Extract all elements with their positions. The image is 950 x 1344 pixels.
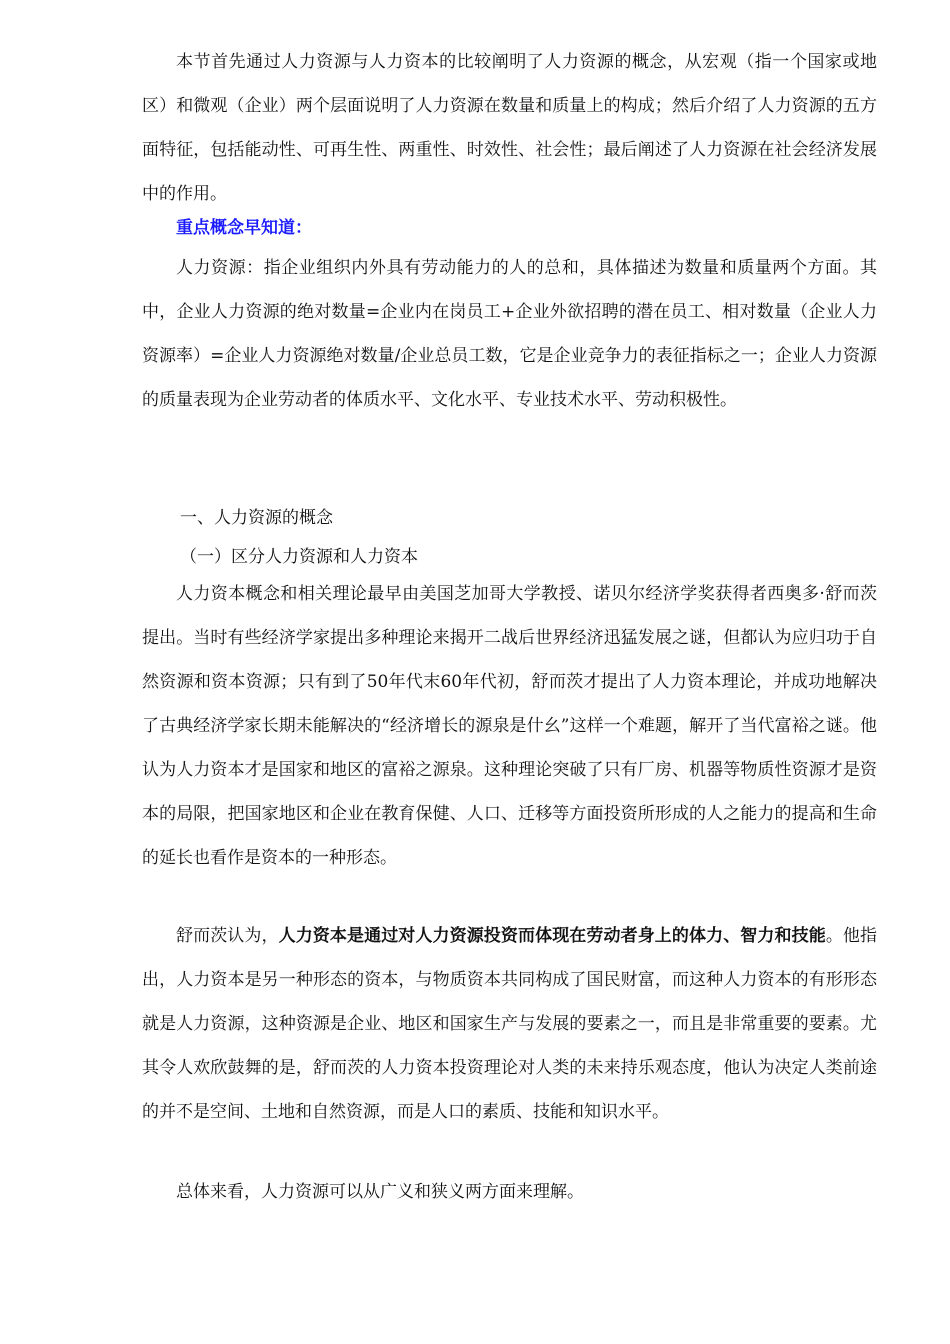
- human-capital-paragraph: 人力资本概念和相关理论最早由美国芝加哥大学教授、诺贝尔经济学奖获得者西奥多·舒而茨提出。当时有些经济学家提出多种理论来揭开二战后世界经济迅猛发展之谜，但都认为应归功于自然资源和资本资源；只有到了50年代末60年代初，舒而茨才提出了人力资本理论，并成功地解决了古典经济学家长期未能解决的“经济增长的源泉是什幺”这样一个难题，解开了当代富裕之谜。他认为人力资本才是国家和地区的富裕之源泉。这种理论突破了只有厂房、机器等物质性资源才是资本的局限，把国家地区和企业在教育保健、人口、迁移等方面投资所形成的人之能力的提高和生命的延长也看作是资本的一种形态。: [142, 584, 877, 868]
- key-points-paragraph: 人力资源：指企业组织内外具有劳动能力的人的总和，具体描述为数量和质量两个方面。其中，企业人力资源的绝对数量=企业内在岗员工+企业外欲招聘的潜在员工、相对数量（企业人力资源率）=企业人力资源绝对数量/企业总员工数，它是企业竞争力的表征指标之一；企业人力资源的质量表现为企业劳动者的体质水平、文化水平、专业技术水平、劳动积极性。: [142, 258, 877, 410]
- definition-bold: 人力资本是通过对人力资源投资而体现在劳动者身上的体力、智力和技能: [278, 926, 826, 946]
- schultz-definition-paragraph: [142, 914, 877, 1134]
- summary-paragraph: 总体来看，人力资源可以从广义和狭义两方面来理解。: [176, 1182, 584, 1202]
- section-title: 一、人力资源的概念: [180, 508, 333, 528]
- key-points-heading: 重点概念早知道：: [176, 218, 312, 238]
- intro-paragraph: 本节首先通过人力资源与人力资本的比较阐明了人力资源的概念，从宏观（指一个国家或地区）和微观（企业）两个层面说明了人力资源在数量和质量上的构成；然后介绍了人力资源的五方面特征，包括能动性、可再生性、两重性、时效性、社会性；最后阐述了人力资源在社会经济发展中的作用。: [142, 52, 877, 204]
- definition-lead: 舒而茨认为，: [176, 926, 279, 946]
- section-subtitle: （一）区分人力资源和人力资本: [180, 547, 418, 567]
- definition-rest: 。他指出，人力资本是另一种形态的资本，与物质资本共同构成了国民财富，而这种人力资本的有形形态就是人力资源，这种资源是企业、地区和国家生产与发展的要素之一，而且是非常重要的要素。尤其令人欢欣鼓舞的是，舒而茨的人力资本投资理论对人类的未来持乐观态度，他认为决定人类前途的并不是空间、土地和自然资源，而是人口的素质、技能和知识水平。: [142, 926, 878, 1122]
